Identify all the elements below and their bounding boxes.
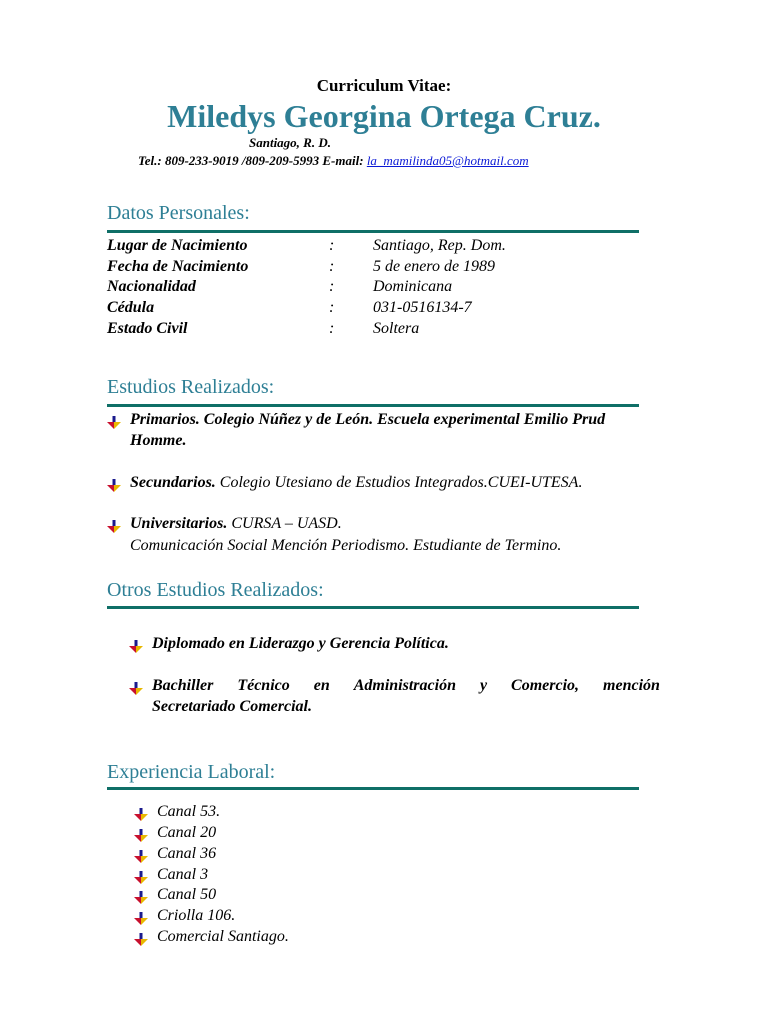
document-label: Curriculum Vitae: [316,76,452,95]
experience-item: Canal 50 [157,886,217,903]
section-title-studies: Estudios Realizados: [107,376,275,398]
word: Administración [353,677,456,694]
personal-value: Dominicana [373,278,453,295]
section-divider [107,787,639,790]
personal-label: Nacionalidad [107,278,196,295]
study-university-lead: Universitarios. [130,515,228,532]
study-secondary-lead: Secundarios. [130,474,216,491]
study-primary-line1: Primarios. Colegio Núñez y de León. Escuela experimental Emilio Prud [130,411,606,428]
study-secondary [130,474,582,492]
arrow-bullet-icon [134,871,148,885]
personal-colon: : [329,237,335,254]
experience-item: Comercial Santiago. [157,928,289,945]
section-title-other-studies: Otros Estudios Realizados: [107,579,324,601]
arrow-bullet-icon [134,912,148,926]
arrow-bullet-icon [107,416,121,430]
section-divider [107,230,639,233]
section-title-experience: Experiencia Laboral: [107,761,276,783]
arrow-bullet-icon [107,520,121,534]
contact-line [138,153,529,169]
personal-label: Cédula [107,299,155,316]
experience-item: Criolla 106. [157,907,236,924]
word: y [479,677,488,694]
personal-value: 031-0516134-7 [373,299,472,316]
other-study-item-line1 [152,677,660,695]
experience-item: Canal 36 [157,845,217,862]
arrow-bullet-icon [134,933,148,947]
study-university-line2: Comunicación Social Mención Periodismo. Estudiante de Termino. [130,537,562,554]
study-secondary-rest: Colegio Utesiano de Estudios Integrados.CUEI-UTESA. [215,474,583,491]
section-divider [107,404,639,407]
other-study-item-line2: Secretariado Comercial. [152,698,312,715]
personal-colon: : [329,320,335,337]
arrow-bullet-icon [107,479,121,493]
personal-colon: : [329,258,335,275]
section-title-personal: Datos Personales: [107,202,250,224]
study-primary-line2: Homme. [130,432,187,449]
word: Comercio, [511,677,580,694]
word: Bachiller [152,677,214,694]
arrow-bullet-icon [134,850,148,864]
candidate-city: Santiago, R. D. [249,135,331,150]
experience-item: Canal 53. [157,803,221,820]
arrow-bullet-icon [129,682,143,696]
word: en [313,677,330,694]
section-divider [107,606,639,609]
personal-colon: : [329,278,335,295]
candidate-name: Miledys Georgina Ortega Cruz. [167,98,601,134]
study-university [130,515,342,533]
email-link[interactable]: la_mamilinda05@hotmail.com [366,153,529,168]
personal-label: Fecha de Nacimiento [107,258,249,275]
personal-label: Lugar de Nacimiento [107,237,248,254]
arrow-bullet-icon [134,829,148,843]
phone-text: Tel.: 809-233-9019 /809-209-5993 E-mail: [138,153,367,168]
study-university-rest: CURSA – UASD. [227,515,342,532]
other-study-item: Diplomado en Liderazgo y Gerencia Política. [152,635,449,652]
personal-value: Santiago, Rep. Dom. [373,237,506,254]
word: mención [603,677,660,694]
arrow-bullet-icon [134,808,148,822]
word: Técnico [237,677,290,694]
personal-label: Estado Civil [107,320,188,337]
arrow-bullet-icon [134,891,148,905]
experience-item: Canal 3 [157,866,209,883]
personal-colon: : [329,299,335,316]
personal-value: 5 de enero de 1989 [373,258,496,275]
arrow-bullet-icon [129,640,143,654]
experience-item: Canal 20 [157,824,217,841]
personal-value: Soltera [373,320,420,337]
